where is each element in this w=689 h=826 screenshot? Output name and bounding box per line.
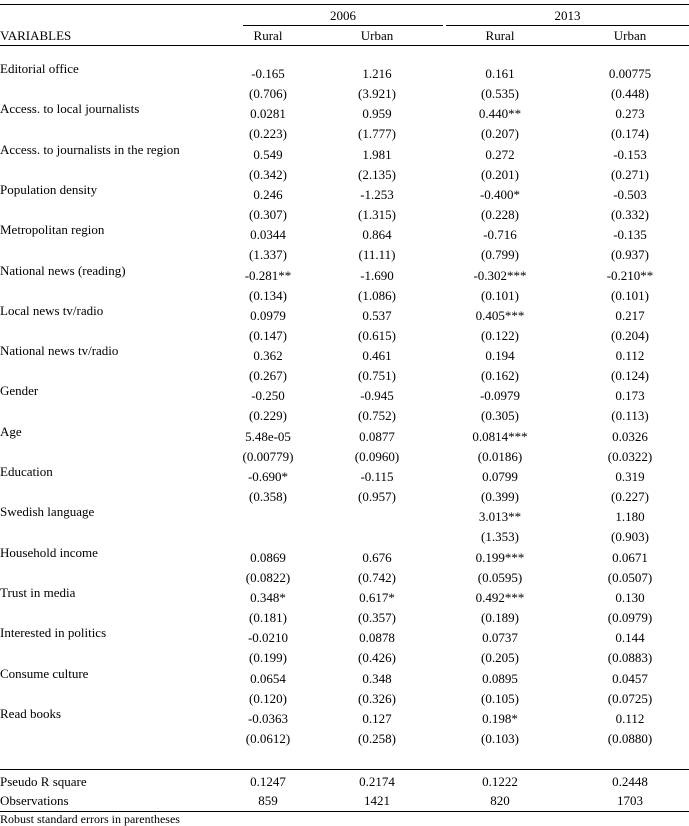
- row-label: Interested in politics: [0, 625, 107, 640]
- row-label: National news (reading): [0, 263, 126, 278]
- coefficient-cell: -0.0210: [247, 630, 289, 645]
- coefficient-cell: 0.0457: [612, 671, 648, 686]
- std-error-cell: (0.937): [611, 247, 649, 262]
- std-error-cell: (0.00779): [242, 449, 294, 464]
- std-error-cell: (0.358): [249, 489, 287, 504]
- coefficient-cell: 0.112: [615, 348, 645, 363]
- coefficient-cell: -0.165: [251, 66, 285, 81]
- coefficient-cell: 1.216: [362, 66, 392, 81]
- std-error-cell: (0.326): [358, 691, 396, 706]
- coefficient-cell: 0.198*: [482, 711, 518, 726]
- coefficient-cell: 0.272: [485, 147, 515, 162]
- coefficient-cell: 0.0799: [482, 469, 518, 484]
- coefficient-cell: 0.348*: [250, 590, 286, 605]
- col-header-urban-2013: Urban: [613, 28, 647, 43]
- coefficient-cell: 0.144: [615, 630, 645, 645]
- coefficient-cell: 0.0814***: [472, 429, 528, 444]
- coefficient-cell: 0.617*: [359, 590, 395, 605]
- coefficient-cell: 0.440**: [478, 106, 522, 121]
- coefficient-cell: 0.112: [615, 711, 645, 726]
- std-error-cell: (0.124): [611, 368, 649, 383]
- std-error-cell: (0.0960): [354, 449, 400, 464]
- std-error-cell: (11.11): [358, 247, 396, 262]
- coefficient-cell: 0.492***: [475, 590, 525, 605]
- std-error-cell: (0.113): [611, 408, 649, 423]
- std-error-cell: (0.0880): [607, 731, 653, 746]
- coefficient-cell: 0.0878: [359, 630, 395, 645]
- coefficient-cell: 0.348: [362, 671, 392, 686]
- std-error-cell: (0.0507): [607, 570, 653, 585]
- std-error-cell: (0.201): [481, 167, 519, 182]
- observations-cell: 1703: [617, 793, 643, 808]
- col-header-rural-2006: Rural: [253, 28, 283, 43]
- std-error-cell: (0.399): [481, 489, 519, 504]
- std-error-cell: (0.426): [358, 650, 396, 665]
- std-error-cell: (1.353): [481, 529, 519, 544]
- top-rule: [0, 4, 689, 5]
- coefficient-cell: 0.199***: [475, 550, 525, 565]
- std-error-cell: (0.204): [611, 328, 649, 343]
- group-header-2013: 2013: [554, 8, 581, 23]
- coefficient-cell: 0.00775: [608, 66, 652, 81]
- coefficient-cell: -0.302***: [473, 268, 527, 283]
- rule-under-2013: [446, 25, 689, 26]
- std-error-cell: (0.103): [481, 731, 519, 746]
- std-error-cell: (2.135): [358, 167, 396, 182]
- coefficient-cell: 0.246: [253, 187, 283, 202]
- std-error-cell: (0.448): [611, 86, 649, 101]
- row-label: Access. to journalists in the region: [0, 142, 180, 157]
- coefficient-cell: 0.217: [615, 308, 645, 323]
- pseudo-r-square-cell: 0.1247: [250, 774, 286, 789]
- coefficient-cell: 3.013**: [478, 509, 522, 524]
- coefficient-cell: -1.690: [360, 268, 394, 283]
- std-error-cell: (0.162): [481, 368, 519, 383]
- coefficient-cell: 1.180: [615, 509, 645, 524]
- std-error-cell: (0.189): [481, 610, 519, 625]
- std-error-cell: (1.315): [358, 207, 396, 222]
- coefficient-cell: 0.864: [362, 227, 392, 242]
- std-error-cell: (0.0822): [245, 570, 291, 585]
- std-error-cell: (0.903): [611, 529, 649, 544]
- std-error-cell: (3.921): [358, 86, 396, 101]
- std-error-cell: (0.227): [611, 489, 649, 504]
- coefficient-cell: 0.0979: [250, 308, 286, 323]
- observations-label: Observations: [0, 793, 69, 808]
- table-footnote: Robust standard errors in parentheses: [0, 812, 180, 826]
- coefficient-cell: 0.161: [485, 66, 515, 81]
- coefficient-cell: 5.48e-05: [245, 429, 291, 444]
- header-rule: [0, 45, 689, 46]
- coefficient-cell: [218, 507, 318, 527]
- coefficient-cell: 0.319: [615, 469, 645, 484]
- row-label: Trust in media: [0, 585, 76, 600]
- row-label: Local news tv/radio: [0, 303, 104, 318]
- pseudo-r-square-cell: 0.1222: [482, 774, 518, 789]
- coefficient-cell: 0.0869: [250, 550, 286, 565]
- coefficient-cell: -0.716: [483, 227, 517, 242]
- std-error-cell: (0.228): [481, 207, 519, 222]
- pseudo-r-square-cell: 0.2174: [359, 774, 395, 789]
- coefficient-cell: 0.0326: [612, 429, 648, 444]
- coefficient-cell: -0.135: [613, 227, 647, 242]
- row-label: Education: [0, 464, 53, 479]
- coefficient-cell: 0.0671: [612, 550, 648, 565]
- row-label: Access. to local journalists: [0, 101, 140, 116]
- std-error-cell: (0.101): [611, 288, 649, 303]
- std-error-cell: (0.101): [481, 288, 519, 303]
- coefficient-cell: 0.0654: [250, 671, 286, 686]
- std-error-cell: (0.305): [481, 408, 519, 423]
- pseudo-r-square-label: Pseudo R square: [0, 774, 87, 789]
- std-error-cell: (0.120): [249, 691, 287, 706]
- coefficient-cell: -0.281**: [244, 268, 292, 283]
- std-error-cell: (0.535): [481, 86, 519, 101]
- coefficient-cell: 0.0737: [482, 630, 518, 645]
- coefficient-cell: -0.210**: [606, 268, 654, 283]
- std-error-cell: (0.199): [249, 650, 287, 665]
- coefficient-cell: 0.127: [362, 711, 392, 726]
- std-error-cell: [218, 527, 318, 547]
- std-error-cell: (0.207): [481, 126, 519, 141]
- coefficient-cell: 1.981: [362, 147, 392, 162]
- std-error-cell: (0.0186): [477, 449, 523, 464]
- stats-top-rule: [0, 769, 689, 770]
- std-error-cell: (0.267): [249, 368, 287, 383]
- std-error-cell: [327, 527, 427, 547]
- coefficient-cell: 0.537: [362, 308, 392, 323]
- std-error-cell: (0.342): [249, 167, 287, 182]
- coefficient-cell: 0.194: [485, 348, 515, 363]
- coefficient-cell: 0.549: [253, 147, 283, 162]
- std-error-cell: (1.337): [249, 247, 287, 262]
- std-error-cell: (0.223): [249, 126, 287, 141]
- rule-under-2006: [243, 25, 443, 26]
- std-error-cell: (0.174): [611, 126, 649, 141]
- row-label: Swedish language: [0, 504, 95, 519]
- std-error-cell: (0.0595): [477, 570, 523, 585]
- pseudo-r-square-cell: 0.2448: [612, 774, 648, 789]
- group-header-2006: 2006: [330, 8, 356, 23]
- std-error-cell: (0.258): [358, 731, 396, 746]
- std-error-cell: (0.147): [249, 328, 287, 343]
- observations-cell: 1421: [364, 793, 390, 808]
- std-error-cell: (0.134): [249, 288, 287, 303]
- std-error-cell: (0.357): [358, 610, 396, 625]
- col-header-urban-2006: Urban: [360, 28, 394, 43]
- coefficient-cell: 0.0895: [482, 671, 518, 686]
- std-error-cell: (1.777): [358, 126, 396, 141]
- coefficient-cell: -0.400*: [479, 187, 521, 202]
- coefficient-cell: 0.405***: [475, 308, 525, 323]
- coefficient-cell: 0.0281: [250, 106, 286, 121]
- coefficient-cell: -0.503: [613, 187, 647, 202]
- coefficient-cell: [327, 507, 427, 527]
- coefficient-cell: -0.250: [251, 388, 285, 403]
- std-error-cell: (0.0612): [245, 731, 291, 746]
- coefficient-cell: 0.362: [253, 348, 283, 363]
- coefficient-cell: -0.690*: [247, 469, 289, 484]
- row-label: National news tv/radio: [0, 343, 119, 358]
- observations-cell: 820: [490, 793, 510, 808]
- coefficient-cell: -0.945: [360, 388, 394, 403]
- row-label: Age: [0, 424, 22, 439]
- std-error-cell: (0.229): [249, 408, 287, 423]
- row-label: Editorial office: [0, 61, 79, 76]
- variables-header: VARIABLES: [0, 28, 72, 43]
- coefficient-cell: 0.173: [615, 388, 645, 403]
- coefficient-cell: 0.676: [362, 550, 392, 565]
- row-label: Metropolitan region: [0, 222, 105, 237]
- coefficient-cell: -0.0979: [479, 388, 521, 403]
- row-label: Consume culture: [0, 666, 89, 681]
- coefficient-cell: -0.153: [613, 147, 647, 162]
- row-label: Household income: [0, 545, 98, 560]
- std-error-cell: (0.205): [481, 650, 519, 665]
- std-error-cell: (0.799): [481, 247, 519, 262]
- std-error-cell: (0.105): [481, 691, 519, 706]
- std-error-cell: (0.752): [358, 408, 396, 423]
- std-error-cell: (0.742): [358, 570, 396, 585]
- coefficient-cell: 0.959: [362, 106, 392, 121]
- coefficient-cell: -1.253: [360, 187, 394, 202]
- std-error-cell: (0.0883): [607, 650, 653, 665]
- row-label: Read books: [0, 706, 62, 721]
- std-error-cell: (0.615): [358, 328, 396, 343]
- std-error-cell: (0.706): [249, 86, 287, 101]
- coefficient-cell: -0.0363: [247, 711, 289, 726]
- coefficient-cell: 0.0877: [359, 429, 395, 444]
- std-error-cell: (0.0725): [607, 691, 653, 706]
- std-error-cell: (0.0322): [607, 449, 653, 464]
- observations-cell: 859: [258, 793, 278, 808]
- std-error-cell: (1.086): [358, 288, 396, 303]
- std-error-cell: (0.307): [249, 207, 287, 222]
- std-error-cell: (0.332): [611, 207, 649, 222]
- std-error-cell: (0.181): [249, 610, 287, 625]
- std-error-cell: (0.957): [358, 489, 396, 504]
- coefficient-cell: 0.273: [615, 106, 645, 121]
- std-error-cell: (0.271): [611, 167, 649, 182]
- col-header-rural-2013: Rural: [485, 28, 515, 43]
- std-error-cell: (0.0979): [607, 610, 653, 625]
- row-label: Population density: [0, 182, 98, 197]
- coefficient-cell: -0.115: [360, 469, 394, 484]
- coefficient-cell: 0.0344: [250, 227, 286, 242]
- std-error-cell: (0.122): [481, 328, 519, 343]
- coefficient-cell: 0.130: [615, 590, 645, 605]
- std-error-cell: (0.751): [358, 368, 396, 383]
- row-label: Gender: [0, 383, 39, 398]
- coefficient-cell: 0.461: [362, 348, 392, 363]
